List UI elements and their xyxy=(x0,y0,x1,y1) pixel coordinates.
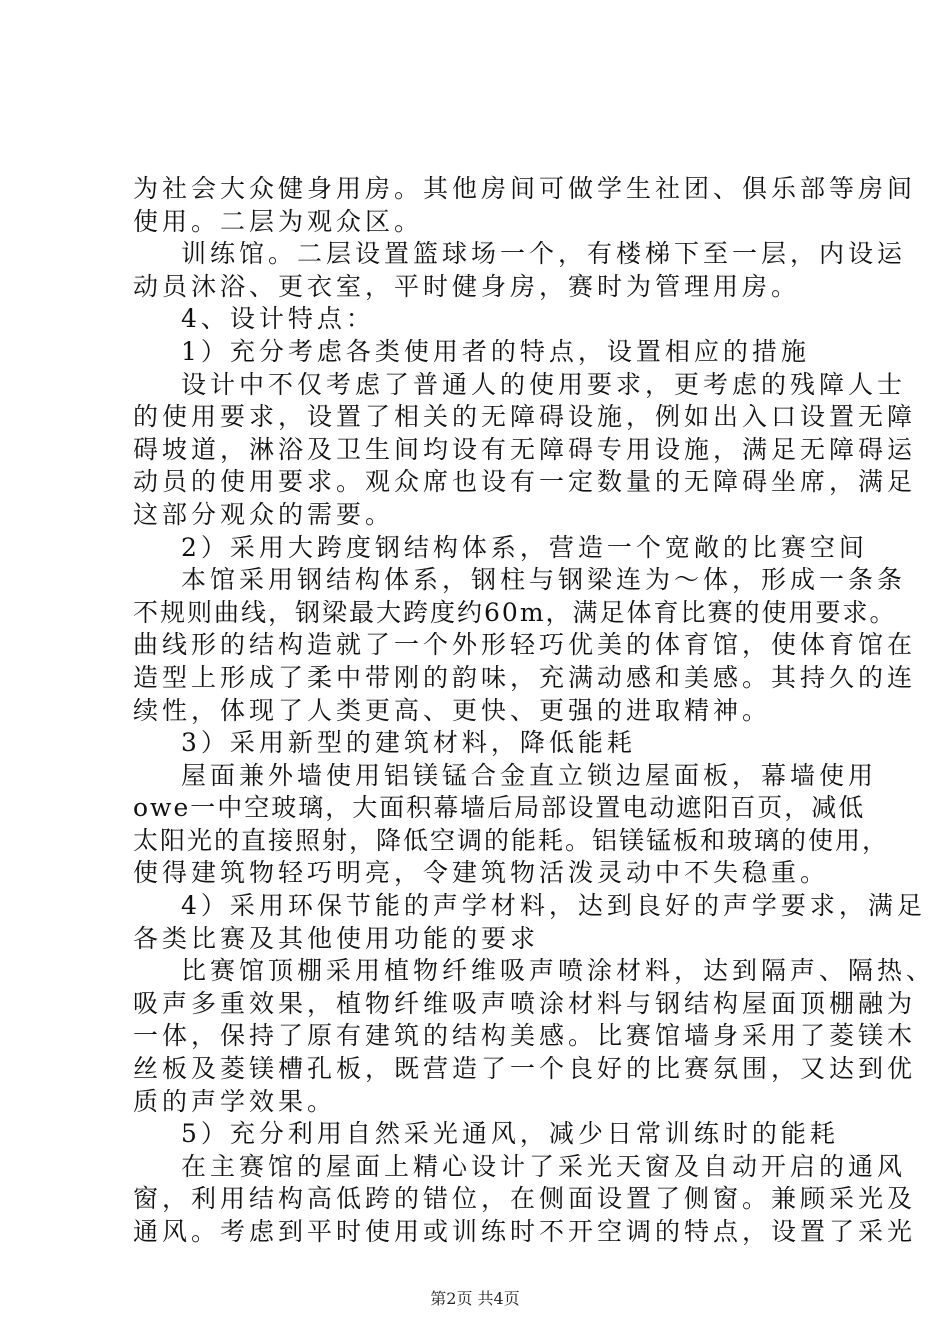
text-line: 质的声学效果。 xyxy=(133,1086,337,1116)
text-line: 1）充分考虑各类使用者的特点，设置相应的措施 xyxy=(181,336,810,366)
text-line: 动员的使用要求。观众席也设有一定数量的无障碍坐席，满足 xyxy=(133,467,917,497)
text-line: 屋面兼外墙使用铝镁锰合金直立锁边屋面板，幕墙使用 xyxy=(181,760,878,790)
text-line: 的使用要求，设置了相关的无障碍设施，例如出入口设置无障 xyxy=(133,402,917,432)
text-line: 5）充分利用自然采光通风，减少日常训练时的能耗 xyxy=(181,1119,839,1149)
text-line: 曲线形的结构造就了一个外形轻巧优美的体育馆，使体育馆在 xyxy=(133,630,917,660)
page-footer: 第2页 共4页 xyxy=(430,1289,520,1308)
text-line: 碍坡道，淋浴及卫生间均设有无障碍专用设施，满足无障碍运 xyxy=(133,434,917,464)
text-line: 3）采用新型的建筑材料，降低能耗 xyxy=(181,728,636,758)
text-line: 一体，保持了原有建筑的结构美感。比赛馆墙身采用了菱镁木 xyxy=(133,1021,917,1051)
text-line: 使得建筑物轻巧明亮，令建筑物活泼灵动中不失稳重。 xyxy=(133,858,830,888)
text-line: 2）采用大跨度钢结构体系，营造一个宽敞的比赛空间 xyxy=(181,532,868,562)
document-body xyxy=(133,173,936,1249)
text-line: 各类比赛及其他使用功能的要求 xyxy=(133,923,540,953)
text-line: 续性，体现了人类更高、更快、更强的进取精神。 xyxy=(133,695,772,725)
text-line: 为社会大众健身用房。其他房间可做学生社团、俱乐部等房间 xyxy=(133,174,917,203)
text-line: 通风。考虑到平时使用或训练时不开空调的特点，设置了采光 xyxy=(133,1217,917,1246)
text-line: 动员沐浴、更衣室，平时健身房，赛时为管理用房。 xyxy=(133,271,801,301)
text-line: 训练馆。二层设置篮球场一个，有楼梯下至一层，内设运 xyxy=(181,239,907,269)
text-line: 太阳光的直接照射，降低空调的能耗。铝镁锰板和玻璃的使用， xyxy=(133,825,890,855)
text-line: 吸声多重效果，植物纤维吸声喷涂材料与钢结构屋面顶棚融为 xyxy=(133,988,917,1018)
text-line: 比赛馆顶棚采用植物纤维吸声喷涂材料，达到隔声、隔热、 xyxy=(181,956,936,986)
text-line: owe一中空玻璃，大面积幕墙后局部设置电动遮阳百页，减低 xyxy=(133,793,866,823)
text-line: 造型上形成了柔中带刚的韵味，充满动感和美感。其持久的连 xyxy=(133,662,917,692)
text-line: 窗，利用结构高低跨的错位，在侧面设置了侧窗。兼顾采光及 xyxy=(133,1184,917,1214)
text-line: 使用。二层为观众区。 xyxy=(133,206,424,236)
text-line: 不规则曲线，钢梁最大跨度约60m，满足体育比赛的使用要求。 xyxy=(133,597,897,627)
text-line: 4、设计特点： xyxy=(181,304,375,334)
text-line: 这部分观众的需要。 xyxy=(133,499,395,529)
text-line: 设计中不仅考虑了普通人的使用要求，更考虑的残障人士 xyxy=(181,369,907,399)
text-line: 本馆采用钢结构体系，钢柱与钢梁连为～体，形成一条条 xyxy=(181,565,907,595)
text-line: 4）采用环保节能的声学材料，达到良好的声学要求，满足 xyxy=(181,891,926,921)
text-line: 在主赛馆的屋面上精心设计了采光天窗及自动开启的通风 xyxy=(181,1151,907,1181)
text-line: 丝板及菱镁槽孔板，既营造了一个良好的比赛氛围，又达到优 xyxy=(133,1054,917,1084)
